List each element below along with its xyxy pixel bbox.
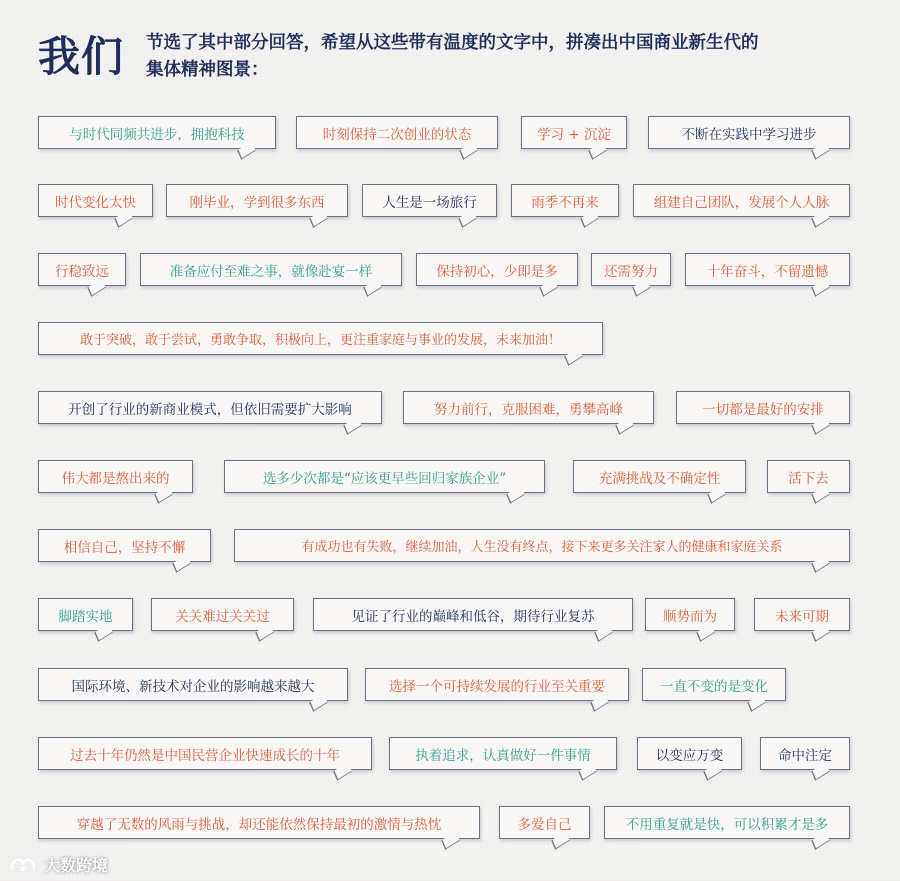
quote-bubble [296, 116, 498, 149]
quote-text: 不断在实践中学习进步 [681, 126, 817, 143]
quote-bubble [38, 116, 276, 149]
quote-text: 行稳致远 [55, 263, 109, 280]
quote-bubble [38, 737, 372, 770]
quote-text: 开创了行业的新商业模式，但依旧需要扩大影响 [68, 401, 352, 418]
quote-bubble [224, 460, 545, 493]
quote-text: 伟大都是熬出来的 [61, 470, 170, 487]
header-line-2: 集体精神图景： [146, 60, 269, 80]
quote-text: 学习 + 沉淀 [537, 126, 611, 143]
quote-text: 命中注定 [778, 747, 832, 764]
quote-text: 脚踏实地 [58, 608, 113, 625]
quote-text: 顺势而为 [663, 608, 717, 625]
quote-text: 还需努力 [604, 263, 658, 280]
quote-text: 敢于突破，敢于尝试，勇敢争取，积极向上，更注重家庭与事业的发展，未来加油！ [79, 333, 561, 348]
logo-icon [8, 854, 38, 874]
quote-bubble [38, 598, 133, 631]
quote-text: 过去十年仍然是中国民营企业快速成长的十年 [70, 747, 340, 764]
quote-bubble [403, 391, 654, 424]
quote-bubble [365, 668, 629, 701]
quote-bubble [511, 184, 619, 217]
quote-text: 执着追求，认真做好一件事情 [415, 747, 591, 764]
quote-bubble [573, 460, 746, 493]
header-big-title: 我们 [38, 32, 125, 81]
quote-bubble [362, 184, 497, 217]
quote-bubble [313, 598, 633, 631]
header-line-1: 节选了其中部分回答，希望从这些带有温度的文字中，拼凑出中国商业新生代的 [146, 33, 759, 53]
quote-text: 准备应付至难之事，就像赴宴一样 [169, 263, 373, 280]
quote-bubble [676, 391, 850, 424]
quote-bubble [604, 806, 850, 839]
quote-bubble [38, 460, 193, 493]
quote-text: 穿越了无数的风雨与挑战，却还能依然保持最初的激情与热忱 [76, 816, 442, 833]
quote-bubble [38, 322, 603, 355]
watermark-text: 大数跨境 [44, 855, 109, 875]
quote-bubble [591, 253, 671, 286]
quote-bubble [234, 529, 850, 562]
quote-bubble [499, 806, 590, 839]
quote-bubble [151, 598, 294, 631]
quote-text: 保持初心，少即是多 [436, 263, 558, 280]
quote-text: 时代变化太快 [55, 194, 136, 211]
quote-bubble [38, 529, 211, 562]
quote-text: 组建自己团队，发展个人人脉 [653, 194, 830, 211]
quote-bubble [389, 737, 617, 770]
quote-text: 一直不变的是变化 [660, 678, 768, 695]
quote-bubble [633, 184, 850, 217]
quote-bubble [38, 391, 382, 424]
quote-bubble [38, 668, 348, 701]
quote-bubble [642, 668, 786, 701]
quote-bubble [648, 116, 850, 149]
quote-text: 一切都是最好的安排 [702, 401, 824, 418]
quote-text: 关关难过关关过 [175, 608, 270, 625]
quote-text: 努力前行，克服困难，勇攀高峰 [434, 401, 623, 418]
quote-bubble [645, 598, 735, 631]
header [38, 30, 878, 90]
quote-text: 有成功也有失败，继续加油，人生没有终点，接下来更多关注家人的健康和家庭关系 [301, 540, 783, 555]
quote-text: 不用重复就是快，可以积累才是多 [625, 816, 829, 833]
quote-text: 十年奋斗，不留遗憾 [706, 263, 829, 280]
quote-text: 选多少次都是“应该更早些回归家族企业” [262, 470, 507, 487]
quote-bubble [767, 460, 850, 493]
quote-bubble [140, 253, 402, 286]
quote-text: 未来可期 [775, 608, 829, 625]
quote-text: 时刻保持二次创业的状态 [322, 126, 472, 143]
quote-bubble [521, 116, 627, 149]
quote-bubble [38, 806, 480, 839]
quote-bubble [760, 737, 850, 770]
quote-text: 雨季不再来 [531, 194, 599, 211]
quote-text: 相信自己，坚持不懈 [63, 539, 186, 556]
quote-text: 充满挑战及不确定性 [598, 470, 721, 487]
quote-text: 国际环境、新技术对企业的影响越来越大 [71, 678, 315, 695]
quote-text: 选择一个可持续发展的行业至关重要 [389, 678, 605, 695]
quote-text: 活下去 [788, 470, 829, 487]
quote-text: 多爱自己 [517, 816, 572, 833]
header-intro [146, 30, 759, 84]
quote-bubble [685, 253, 850, 286]
quote-text: 以变应万变 [655, 747, 724, 764]
quote-text: 刚毕业，学到很多东西 [189, 194, 325, 211]
watermark [8, 853, 108, 875]
quote-text: 与时代同频共进步，拥抱科技 [69, 126, 245, 143]
quote-text: 人生是一场旅行 [382, 194, 477, 211]
quote-bubble [38, 184, 153, 217]
quote-text: 见证了行业的巅峰和低谷，期待行业复苏 [351, 608, 595, 625]
quote-bubble [754, 598, 850, 631]
quote-bubble [38, 253, 126, 286]
quote-bubble [166, 184, 348, 217]
quote-bubble [637, 737, 742, 770]
quote-bubble [416, 253, 578, 286]
